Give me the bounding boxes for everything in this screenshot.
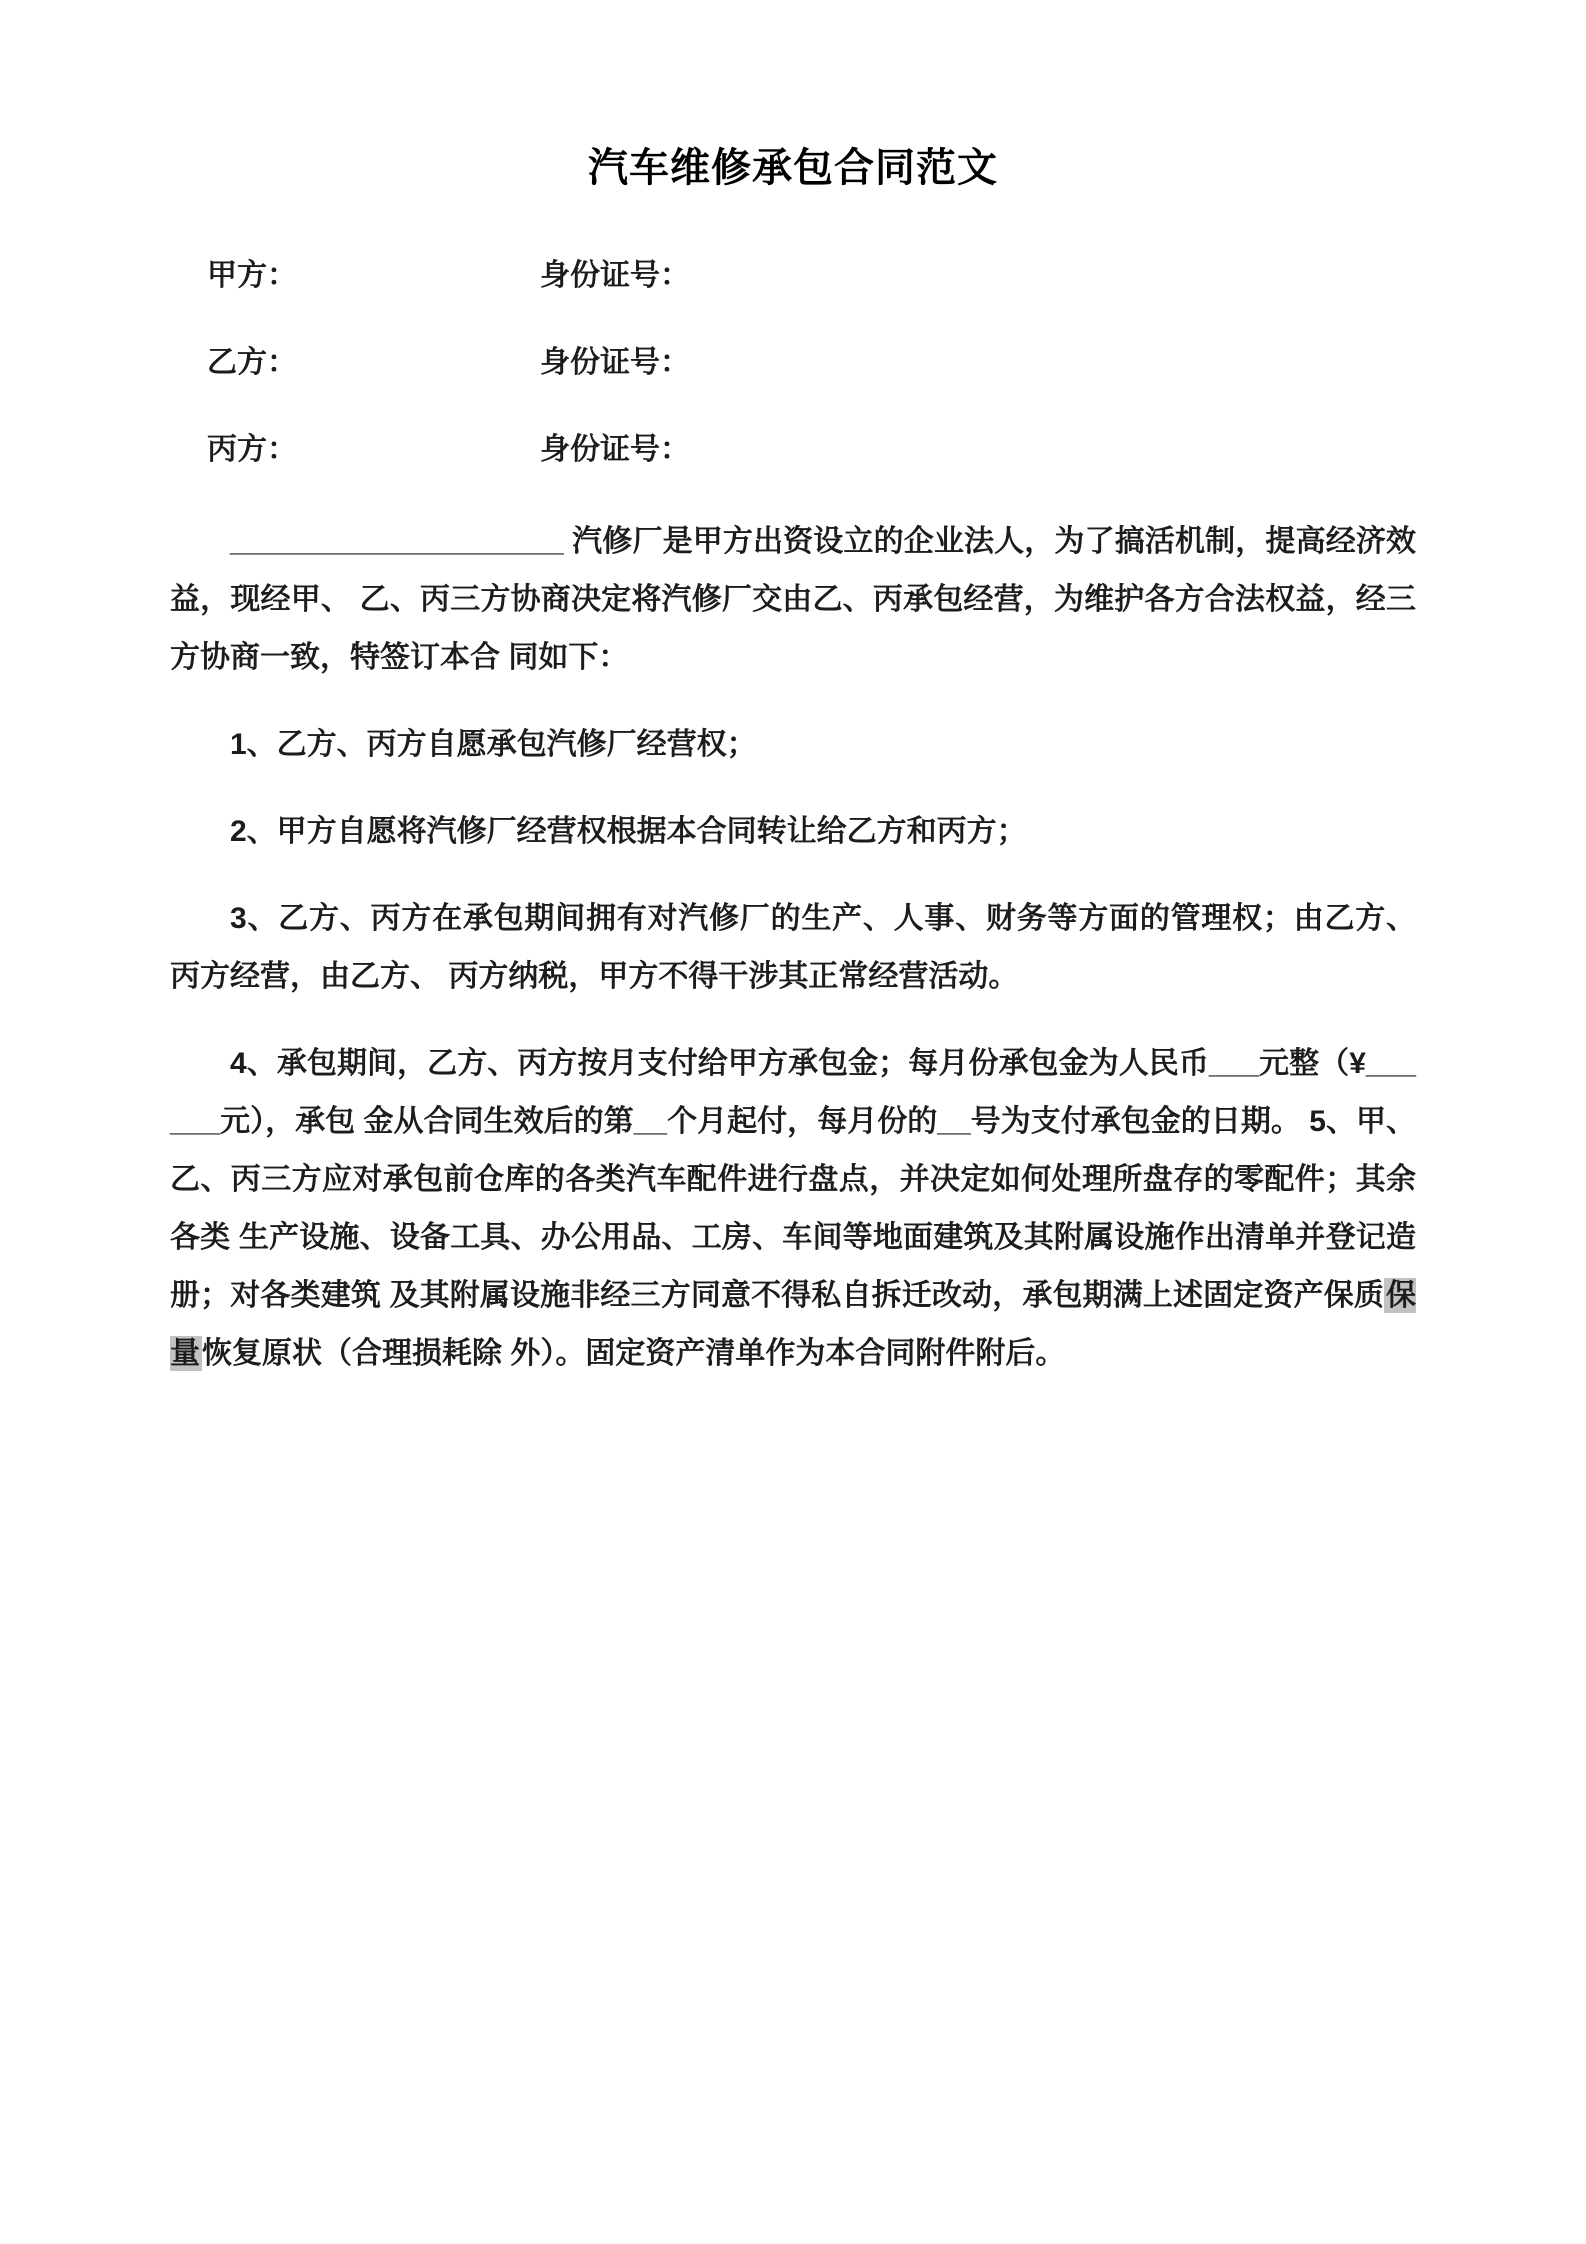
clause-2: 2、甲方自愿将汽修厂经营权根据本合同转让给乙方和丙方； (230, 815, 1027, 848)
clause-4-5-text-post: 恢复原状（合理损耗除 外）。固定资产清单作为本合同附件附后。 (202, 1337, 1066, 1370)
party-b-id-label: 身份证号： (540, 346, 690, 379)
party-row-a (170, 247, 1416, 305)
party-a-id-label: 身份证号： (540, 259, 690, 292)
party-c-id-label: 身份证号： (540, 433, 690, 466)
party-row-b (170, 334, 1416, 392)
party-b-label: 乙方： (207, 346, 297, 379)
highlighted-text: 保量 (170, 1279, 1416, 1370)
clause-4-5-text-pre: 4、承包期间，乙方、丙方按月支付给甲方承包金；每月份承包金为人民币___元整（¥______元），承包 金从合同生效后的第__个月起付，每月份的__号为支付承包金的日期。 5、甲、乙、丙三方应对承包前仓库的各类汽车配件进行盘点，并决定如何处理所盘存的零配件；其余各类 生产设施、设备工具、办公用品、工房、车间等地面建筑及其附属设施作出清单并登记造册；对各类建筑 及其附属设施非经三方同意不得私自拆迁改动，承包期满上述固定资产保质 (170, 1047, 1416, 1312)
intro-paragraph: ____________________ 汽修厂是甲方出资设立的企业法人，为了搞活机制，提高经济效益，现经甲、 乙、丙三方协商决定将汽修厂交由乙、丙承包经营，为维护各方合法权益，经三方协商一致，特签订本合 同如下： (170, 525, 1416, 674)
clause-4-5 (170, 1035, 1416, 1383)
party-c-label: 丙方： (207, 433, 297, 466)
party-a-label: 甲方： (207, 259, 297, 292)
clause-1: 1、乙方、丙方自愿承包汽修厂经营权； (230, 728, 757, 761)
party-row-c (170, 421, 1416, 479)
clause-3: 3、乙方、丙方在承包期间拥有对汽修厂的生产、人事、财务等方面的管理权；由乙方、丙方经营，由乙方、 丙方纳税，甲方不得干涉其正常经营活动。 (170, 902, 1416, 993)
document-title: 汽车维修承包合同范文 (588, 146, 998, 190)
